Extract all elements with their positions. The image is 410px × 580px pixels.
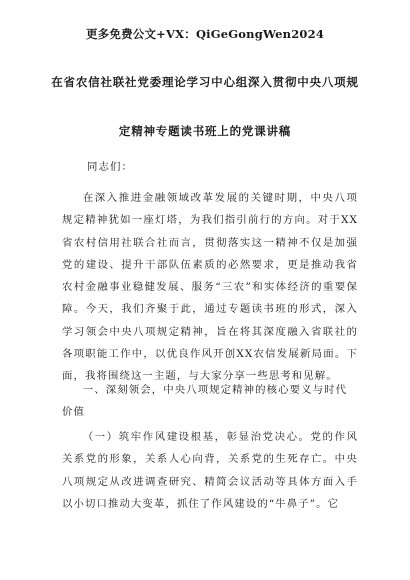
promo-header: 更多免费公文+VX：QiGeGongWen2024 bbox=[85, 27, 325, 41]
body-paragraph-2: （一）筑牢作风建设根基，彰显治党决心。党的作风关系党的形象，关系人心向背，关系党的生死存亡。中央八项规定从改进调查研究、精简会议活动等具体方面入手以小切口推动大变革，抓住了作风建设的“牛鼻子”。它 bbox=[62, 431, 358, 510]
document-title-line-1: 在省农信社联社党委理论学习中心组深入贯彻中央八项规 bbox=[51, 75, 359, 89]
greeting: 同志们： bbox=[87, 161, 133, 173]
document-title-line-2: 定精神专题读书班上的党课讲稿 bbox=[118, 124, 292, 138]
section-heading-1: 一、深刻领会，中央八项规定精神的核心要义与时代价值 bbox=[62, 384, 348, 419]
body-paragraph-1: 在深入推进金融领域改革发展的关键时期，中央八项规定精神犹如一座灯塔，为我们指引前行的方向。对于XX省农村信用社联合社而言，贯彻落实这一精神不仅是加强党的建设、提升干部队伍素质的必然要求，更是推动我省农村金融事业稳健发展、服务“三农”和实体经济的重要保障。今天，我们齐聚于此，通过专题读书班的形式，深入学习领会中央八项规定精神，旨在将其深度融入省联社的各项职能工作中，以优良作风开创XX农信发展新局面。下面，我将围绕这一主题，与大家分享一些思考和见解。 bbox=[62, 192, 358, 383]
